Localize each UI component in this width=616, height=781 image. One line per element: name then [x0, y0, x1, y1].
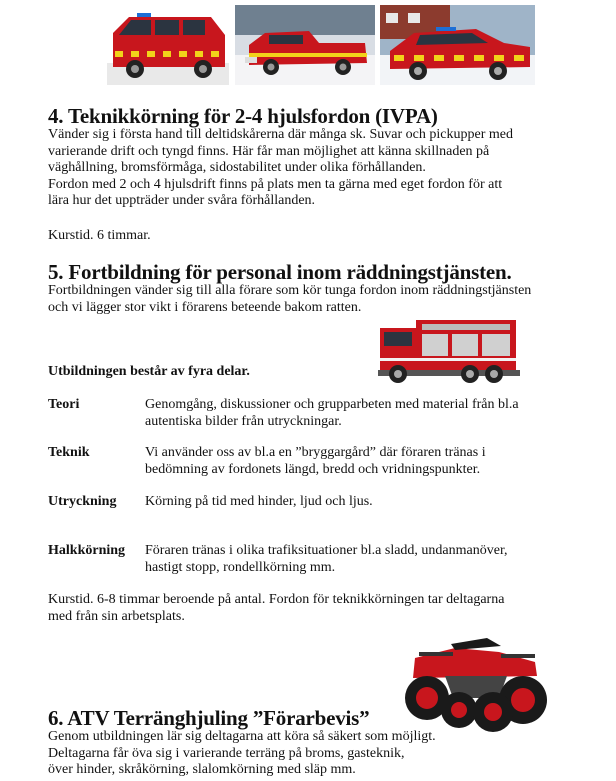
body-line: lära hur det uppträder under svåra förhållanden.	[48, 193, 316, 208]
body-line: Genom utbildningen lär sig deltagarna att köra så säkert som möjligt.	[48, 729, 436, 744]
part-def-halkkorning	[145, 543, 508, 576]
body-line: Fortbildningen vänder sig till alla förare som kör tunga fordon inom räddningstjänsten	[48, 283, 532, 298]
def-line: Vi använder oss av bl.a en ”bryggargård” där föraren tränas i	[145, 445, 486, 460]
part-term-teori: Teori	[48, 397, 80, 412]
car-photo	[380, 5, 535, 85]
body-line: väghållning, bromsförmåga, sidostabilitet under olika förhållanden.	[48, 160, 426, 175]
atv-photo	[395, 618, 557, 736]
part-def-teori	[145, 397, 519, 430]
body-line: Vänder sig i första hand till deltidskårerna där många sk. Suvar och pickupper med	[48, 127, 513, 142]
duration-text: Kurstid. 6 timmar.	[48, 228, 151, 243]
body-line: Fordon med 2 och 4 hjulsdrift finns på plats men ta gärna med eget fordon för att	[48, 176, 503, 192]
section-5-heading: 5. Fortbildning för personal inom räddningstjänsten.	[48, 260, 512, 284]
section-4-duration	[48, 228, 151, 245]
part-term-halkkorning: Halkkörning	[48, 543, 126, 558]
section-6-body	[48, 729, 436, 779]
section-4-heading: 4. Teknikkörning för 2-4 hjulsfordon (IVPA)	[48, 104, 438, 128]
van-photo	[107, 5, 229, 85]
def-line: autentiska bilder från utryckningar.	[145, 413, 342, 429]
part-def-utryckning	[145, 494, 373, 511]
section-4-body	[48, 127, 513, 210]
def-line: bedömning av fordonets längd, bredd och vridningspunkter.	[145, 461, 481, 477]
parts-title: Utbildningen består av fyra delar.	[48, 364, 250, 379]
duration-line: med från sin arbetsplats.	[48, 608, 185, 624]
body-line: Deltagarna får öva sig i varierande terräng på broms, gasteknik,	[48, 745, 405, 761]
body-line: varierande drift och tyngd finns. Här får man möjlighet att känna skillnaden på	[48, 143, 490, 159]
body-line: över hinder, skråkörning, slalomkörning med släp mm.	[48, 762, 356, 777]
part-term-teknik: Teknik	[48, 445, 90, 460]
body-line: och vi lägger stor vikt i förarens beteende bakom ratten.	[48, 299, 362, 315]
def-line: Genomgång, diskussioner och grupparbeten med material från bl.a	[145, 397, 519, 412]
pickup-photo	[235, 5, 375, 85]
part-def-teknik	[145, 445, 486, 478]
def-line: Körning på tid med hinder, ljud och ljus.	[145, 494, 373, 509]
def-line: Föraren tränas i olika trafiksituationer bl.a sladd, undanmanöver,	[145, 543, 508, 558]
duration-line: Kurstid. 6-8 timmar beroende på antal. Fordon för teknikkörningen tar deltagarna	[48, 592, 505, 607]
fire-truck-photo	[378, 310, 520, 385]
def-line: hastigt stopp, rondellkörning mm.	[145, 559, 336, 575]
section-6-heading: 6. ATV Terränghjuling ”Förarbevis”	[48, 706, 370, 730]
part-term-utryckning: Utryckning	[48, 494, 117, 509]
